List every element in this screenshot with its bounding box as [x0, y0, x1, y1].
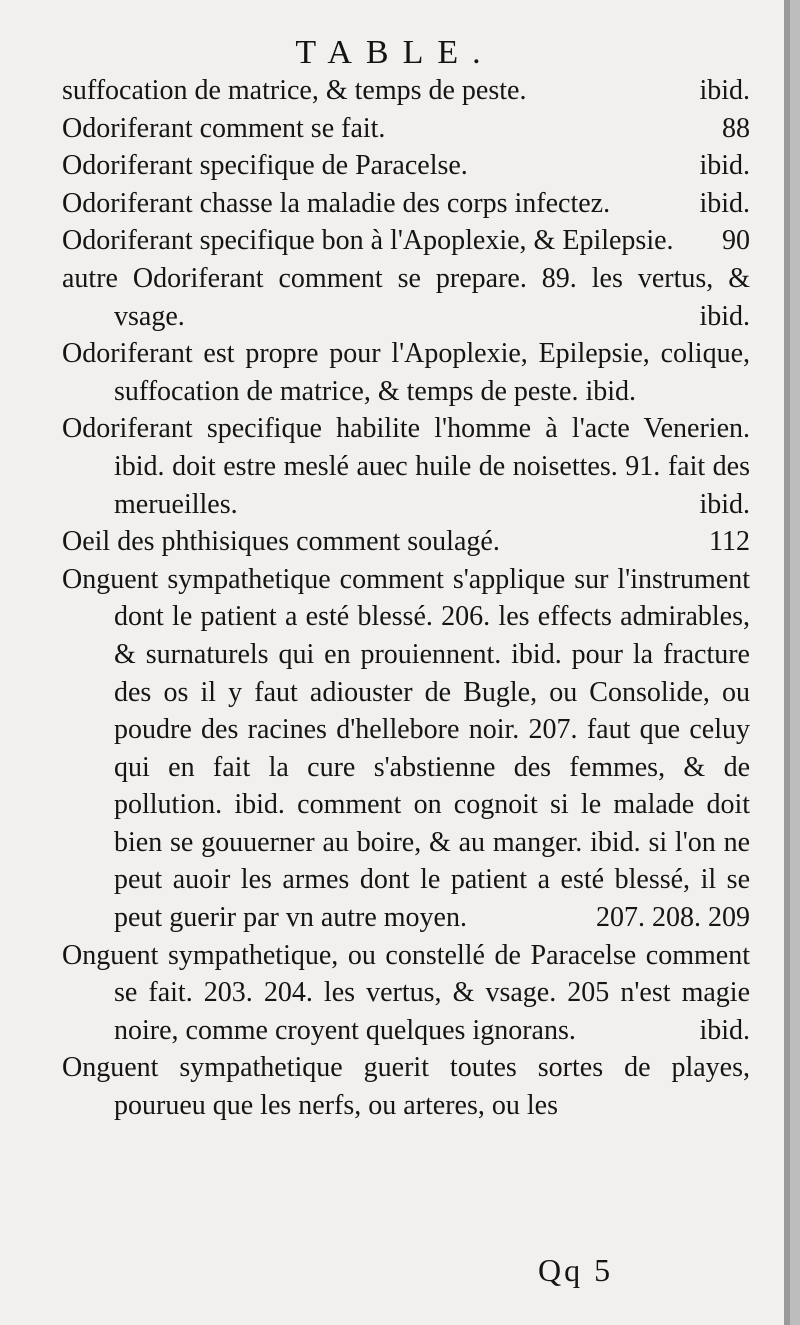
entry-page-ref: ibid.: [699, 1014, 750, 1046]
entry-page-ref: 207. 208. 209: [596, 902, 750, 934]
index-entry: [62, 937, 750, 1050]
index-entry: [62, 1049, 750, 1124]
index-entry: [62, 335, 750, 410]
index-entry: [62, 260, 750, 335]
entry-text: suffocation de matrice, & temps de peste.: [62, 75, 527, 106]
entry-text: Onguent sympathetique, ou constellé de Paracelse comment se fait. 203. 204. les vertus, & vsage. 205 n'est magie noire, comme croyent quelques ignorans.: [62, 939, 750, 1046]
index-entry: [62, 523, 750, 561]
entry-page-ref: ibid.: [699, 300, 750, 332]
index-entry: [62, 185, 750, 223]
entry-text: Odoriferant chasse la maladie des corps infectez.: [62, 187, 611, 219]
entry-text: Oeil des phthisiques comment soulagé.: [62, 526, 500, 558]
entry-page-ref: ibid.: [699, 75, 750, 106]
index-entry: [62, 147, 750, 185]
entry-text: Onguent sympathetique comment s'applique sur l'instrument dont le patient a esté blessé. 206. les effects admirables, & surnaturels qui en prouiennent. ibid. pour la fracture des os il y faut adiouster de Bugle, ou Consolide, ou poudre des racines d'hellebore noir. 207. faut que celuy qui en fait la cure s'abstienne des femmes, & de pollution. ibid. comment on cognoit si le malade doit bien se gouuerner au boire, & au manger. ibid. si l'on ne peut auoir les armes dont le patient a esté blessé, il se peut guerir par vn autre moyen.: [62, 563, 750, 934]
index-entry: [62, 222, 750, 260]
page-header: TABLE.: [295, 34, 495, 71]
entry-text: Odoriferant specifique de Paracelse.: [62, 150, 468, 182]
entry-page-ref: 88: [722, 112, 750, 144]
entry-text: Odoriferant est propre pour l'Apoplexie, Epilepsie, colique, suffocation de matrice, & temps de peste. ibid.: [62, 338, 750, 407]
entry-page-ref: 90: [722, 225, 750, 257]
index-entry: [62, 110, 750, 148]
entry-text: Odoriferant specifique habilite l'homme à l'acte Venerien. ibid. doit estre meslé auec huile de noisettes. 91. fait des merueilles.: [62, 413, 750, 520]
entry-page-ref: ibid.: [699, 488, 750, 520]
entry-text: Onguent sympathetique guerit toutes sortes de playes, pourueu que les nerfs, ou arteres, ou les: [62, 1052, 750, 1122]
entry-text: autre Odoriferant comment se prepare. 89. les vertus, & vsage.: [62, 262, 750, 332]
index-entry: [62, 561, 750, 937]
entry-text: Odoriferant specifique bon à l'Apoplexie, & Epilepsie.: [62, 225, 674, 257]
index-entry: [62, 72, 750, 110]
signature-mark: Qq 5: [538, 1252, 614, 1288]
index-entries: [62, 72, 750, 1125]
entry-page-ref: ibid.: [699, 150, 750, 182]
index-entry: [62, 410, 750, 523]
entry-page-ref: ibid.: [699, 187, 750, 219]
entry-page-ref: 112: [709, 526, 750, 558]
entry-text: Odoriferant comment se fait.: [62, 112, 386, 144]
